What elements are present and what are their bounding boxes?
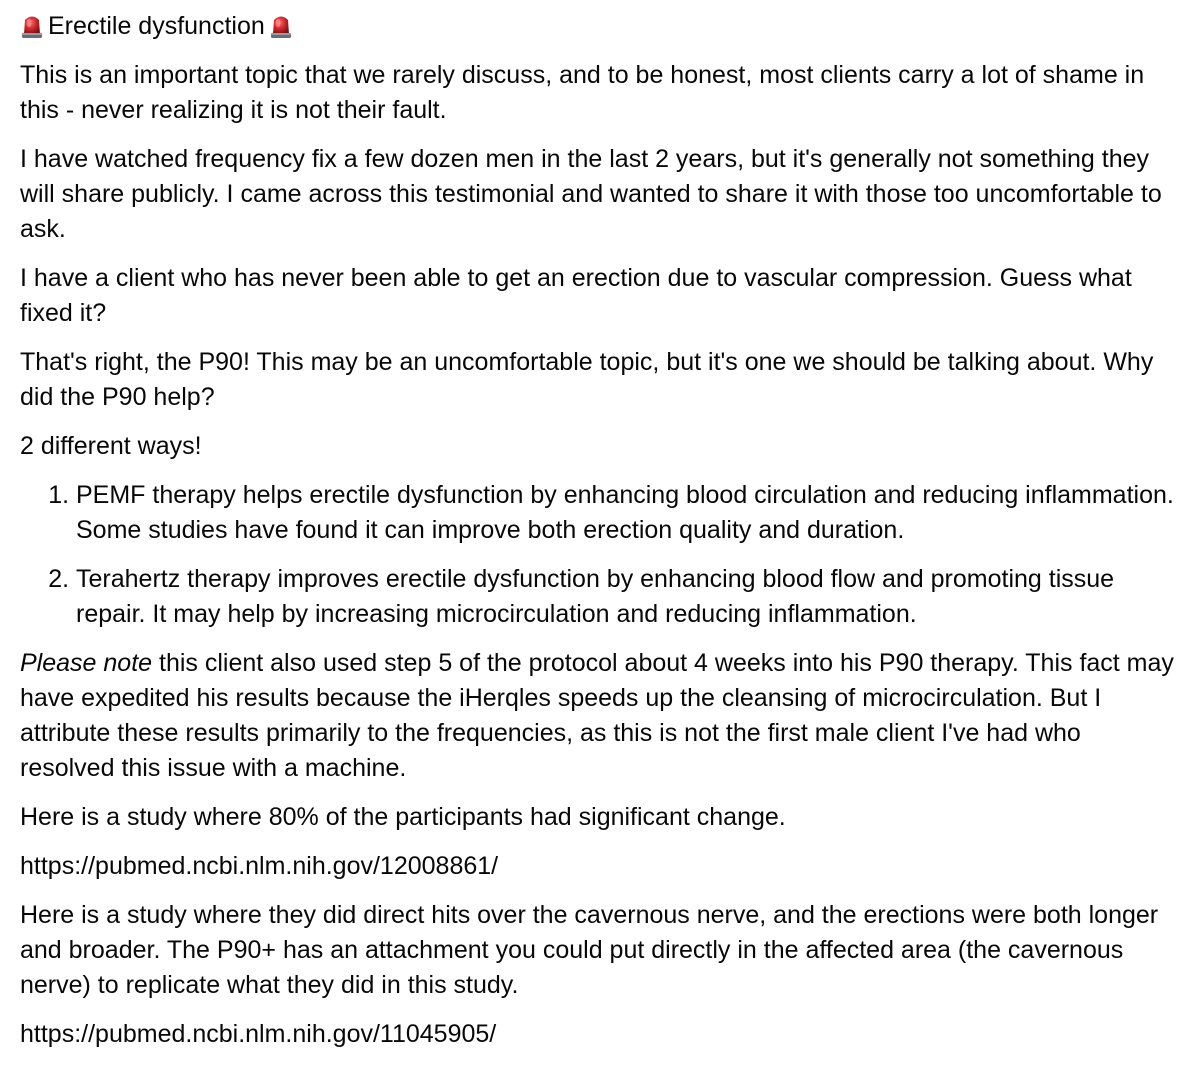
- paragraph-frequency: I have watched frequency fix a few dozen men in the last 2 years, but it's generally not something they will share publicly. I came across this testimonial and wanted to share it with those too uncomfortable to ask.: [20, 145, 1162, 243]
- paragraph-client: I have a client who has never been able to get an erection due to vascular compression. Guess what fixed it?: [20, 264, 1132, 327]
- ways-list: [20, 478, 1180, 632]
- note-emphasis: Please note: [20, 649, 153, 677]
- study-2-link[interactable]: https://pubmed.ncbi.nlm.nih.gov/11045905/: [20, 1020, 497, 1048]
- police-siren-icon: [20, 12, 44, 40]
- list-item: 2. Terahertz therapy improves erectile dysfunction by enhancing blood flow and promoting tissue repair. It may help by increasing microcirculation and reducing inflammation.: [76, 562, 1180, 632]
- paragraph-note: [20, 646, 1180, 786]
- paragraph-p90: That's right, the P90! This may be an uncomfortable topic, but it's one we should be talking about. Why did the P90 help?: [20, 348, 1154, 411]
- police-siren-icon: [269, 12, 293, 40]
- post-title: Erectile dysfunction: [48, 11, 265, 40]
- paragraph-study-1: Here is a study where 80% of the participants had significant change.: [20, 803, 786, 831]
- study-1-link[interactable]: https://pubmed.ncbi.nlm.nih.gov/12008861/: [20, 852, 499, 880]
- note-text: this client also used step 5 of the protocol about 4 weeks into his P90 therapy. This fact may have expedited his results because the iHerqles speeds up the cleansing of microcirculation. But I attribute these results primarily to the frequencies, as this is not the first male client I've had who resolved this issue with a machine.: [20, 649, 1174, 782]
- list-item: 1. PEMF therapy helps erectile dysfunction by enhancing blood circulation and reducing inflammation. Some studies have found it can improve both erection quality and duration.: [76, 478, 1180, 548]
- post-title-line: [20, 8, 1180, 44]
- paragraph-study-2: Here is a study where they did direct hits over the cavernous nerve, and the erections were both longer and broader. The P90+ has an attachment you could put directly in the affected area (the cavernous nerve) to replicate what they did in this study.: [20, 901, 1159, 999]
- paragraph-ways: 2 different ways!: [20, 432, 202, 460]
- paragraph-intro: This is an important topic that we rarely discuss, and to be honest, most clients carry a lot of shame in this - never realizing it is not their fault.: [20, 61, 1145, 124]
